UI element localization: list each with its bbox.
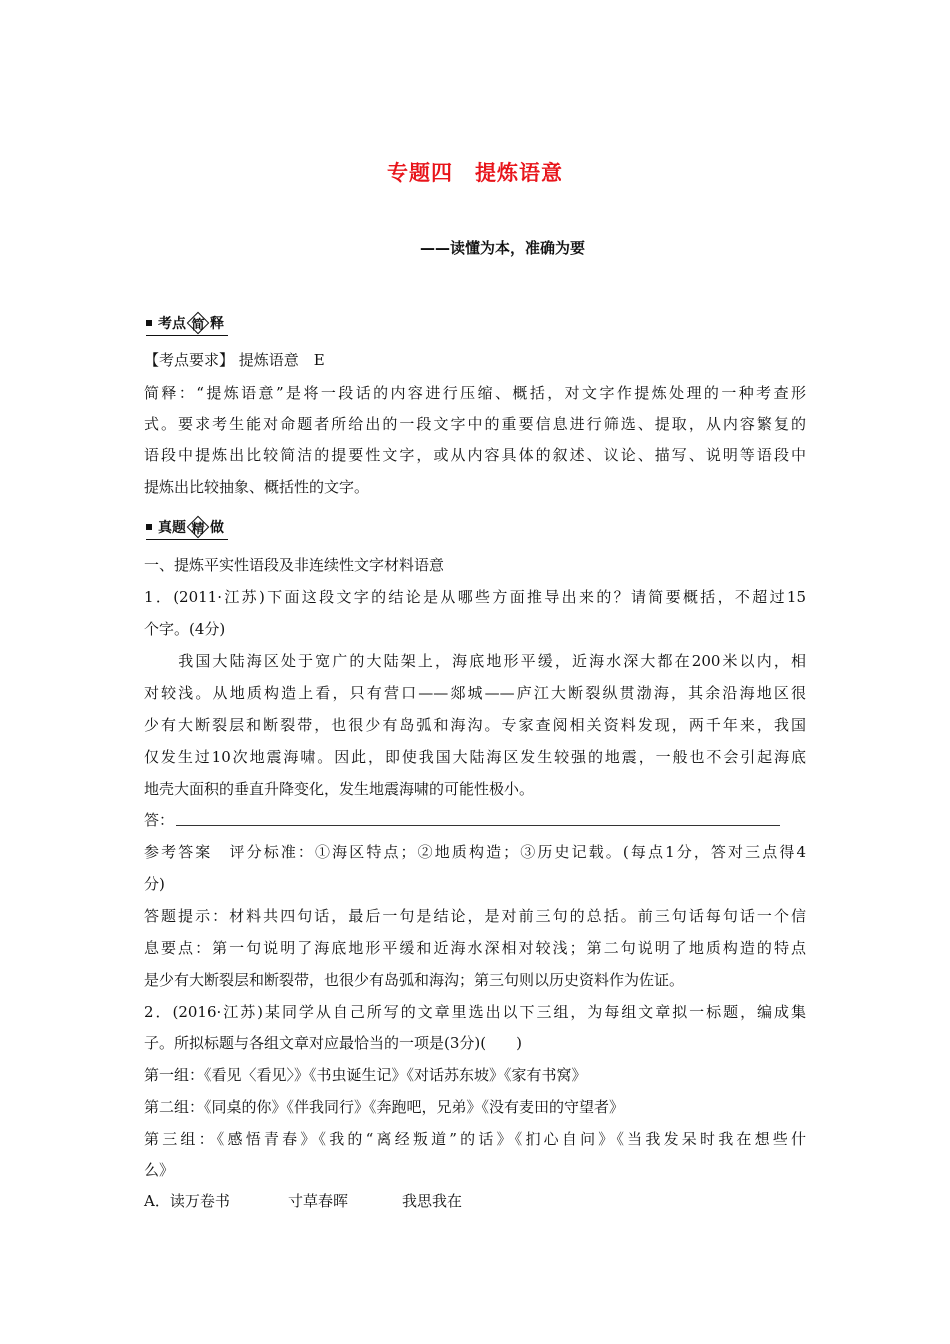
option-a-title-3: 我思我在 bbox=[402, 1192, 463, 1210]
answer-hint-line: 答题提示：材料共四句话，最后一句是结论，是对前三句的总括。前三句话每句话一个信 bbox=[144, 907, 806, 925]
answer-blank-line bbox=[176, 825, 780, 826]
option-a-title-1: A．读万卷书 bbox=[144, 1192, 230, 1210]
group-line: 么》 bbox=[144, 1161, 175, 1179]
diamond-frame-icon: 简 bbox=[188, 313, 208, 333]
group-line: 第二组：《同桌的你》《伴我同行》《奔跑吧，兄弟》《没有麦田的守望者》 bbox=[144, 1098, 625, 1116]
passage-line: 仅发生过10次地震海啸。因此，即使我国大陆海区发生较强的地震，一般也不会引起海底 bbox=[144, 748, 806, 766]
question-1-line: 1．(2011·江苏)下面这段文字的结论是从哪些方面推导出来的？请简要概括，不超过15 bbox=[144, 588, 806, 606]
passage-line: 我国大陆海区处于宽广的大陆架上，海底地形平缓，近海水深大都在200米以内，相 bbox=[144, 652, 806, 670]
group-line: 第一组：《看见〈看见〉》《书虫诞生记》《对话苏东坡》《家有书窝》 bbox=[144, 1066, 587, 1084]
section-heading-kaodian: 考点 简 释 bbox=[146, 310, 224, 336]
page-title: 专题四 提炼语意 bbox=[387, 161, 563, 185]
option-a bbox=[144, 1191, 462, 1211]
page-subtitle: ——读懂为本，准确为要 bbox=[420, 239, 586, 257]
section-underline bbox=[146, 335, 228, 337]
kaodian-text-line: 简释：“提炼语意”是将一段话的内容进行压缩、概括，对文字作提炼处理的一种考查形 bbox=[144, 384, 806, 402]
kaodian-text-line: 语段中提炼出比较简洁的提要性文字，或从内容具体的叙述、议论、描写、说明等语段中 bbox=[144, 446, 806, 464]
question-2-line: 子。所拟标题与各组文章对应最恰当的一项是(3分)( ) bbox=[144, 1034, 522, 1052]
reference-answer-line: 分) bbox=[144, 875, 165, 893]
square-bullet-icon bbox=[146, 320, 152, 326]
passage-line: 地壳大面积的垂直升降变化，发生地震海啸的可能性极小。 bbox=[144, 780, 535, 798]
passage-line: 对较浅。从地质构造上看，只有营口——郯城——庐江大断裂纵贯渤海，其余沿海地区很 bbox=[144, 684, 806, 702]
group-line: 第三组：《感悟青春》《我的“离经叛道”的话》《扪心自问》《当我发呆时我在想些什 bbox=[144, 1130, 806, 1148]
part-heading: 一、提炼平实性语段及非连续性文字材料语意 bbox=[144, 556, 445, 574]
question-2-line: 2．(2016·江苏)某同学从自己所写的文章里选出以下三组，为每组文章拟一标题，编成集 bbox=[144, 1003, 806, 1021]
diamond-frame-icon: 精 bbox=[188, 517, 208, 537]
reference-answer-line: 参考答案 评分标准：①海区特点；②地质构造；③历史记载。(每点1分，答对三点得4 bbox=[144, 843, 806, 861]
passage-line: 少有大断裂层和断裂带，也很少有岛弧和海沟。专家查阅相关资料发现，两千年来，我国 bbox=[144, 716, 806, 734]
kaodian-text-line: 提炼出比较抽象、概括性的文字。 bbox=[144, 478, 370, 496]
square-bullet-icon bbox=[146, 524, 152, 530]
kaodian-requirement: 【考点要求】 提炼语意 E bbox=[144, 351, 325, 369]
answer-hint-line: 息要点：第一句说明了海底地形平缓和近海水深相对较浅；第二句说明了地质构造的特点 bbox=[144, 939, 806, 957]
section-underline bbox=[146, 539, 228, 541]
answer-label: 答： bbox=[144, 811, 175, 829]
option-a-title-2: 寸草春晖 bbox=[288, 1192, 349, 1210]
question-1-line: 个字。(4分) bbox=[144, 620, 226, 638]
answer-hint-line: 是少有大断裂层和断裂带，也很少有岛弧和海沟；第三句则以历史资料作为佐证。 bbox=[144, 971, 685, 989]
section-heading-zhenti: 真题 精 做 bbox=[146, 514, 224, 540]
kaodian-text-line: 式。要求考生能对命题者所给出的一段文字中的重要信息进行筛选、提取，从内容繁复的 bbox=[144, 415, 806, 433]
